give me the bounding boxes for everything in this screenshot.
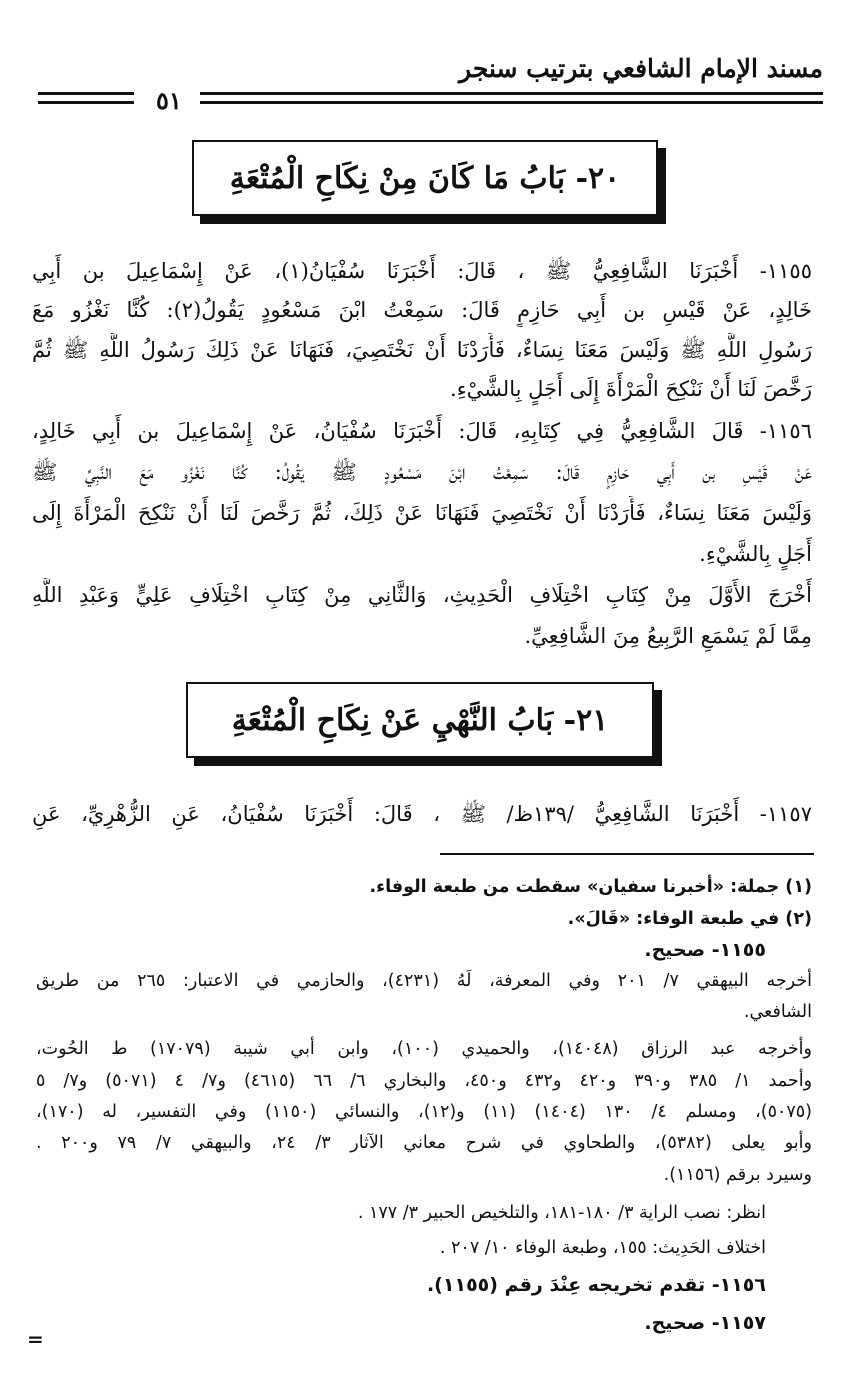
page-header xyxy=(28,54,823,115)
text-line: عَنْ قَيْسِ بن أَبِي حَازِمٍ قَالَ: سَمِعْتُ ابْنَ مَسْعُودٍ ﷺ يَقُولُ: كُنَّا نَغْزُو مَعَ النَّبِيِّ ﷺ xyxy=(32,460,812,484)
text-line: خَالِدٍ، عَنْ قَيْسِ بن أَبِي حَازِمٍ قَالَ: سَمِعْتُ ابْنَ مَسْعُودٍ يَقُولُ(٢): كُنَّا نَغْزُو مَعَ xyxy=(32,298,812,322)
footnote-line: (٢) في طبعة الوفاء: «قَالَ». xyxy=(567,909,812,929)
header-rule-left xyxy=(38,92,134,104)
footnote-line: ١١٥٦- تقدم تخريجه عِنْدَ رقم (١١٥٥). xyxy=(426,1274,766,1296)
footnote-line: أخرجه البيهقي ٧/ ٢٠١ وفي المعرفة، لَهُ (٤٢٣١)، والحازمي في الاعتبار: ٢٦٥ من طريق xyxy=(36,971,812,991)
margin-mark: = xyxy=(27,1327,44,1351)
text-line: ١١٥٦- قَالَ الشَّافِعِيُّ فِي كِتَابِهِ، قَالَ: أَخْبَرَنَا سُفْيَانُ، عَنْ إِسْمَاعِيلَ بن أَبِي خَالِدٍ، xyxy=(32,419,812,443)
footnote-line: الشافعي. xyxy=(743,1002,812,1022)
text-line: وَلَيْسَ مَعَنَا نِسَاءٌ، فَأَرَدْنَا أَنْ نَخْتَصِيَ فَنَهَانَا عَنْ ذَلِكَ، ثُمَّ رَخَّصَ لَنَا أَنْ نَنْكِحَ الْمَرْأَةَ إِلَى xyxy=(32,501,812,525)
footnote-line: وأبو يعلى (٥٣٨٢)، والطحاوي في شرح معاني الآثار ٣/ ٢٤، والبيهقي ٧/ ٧٩ و٢٠٠ . xyxy=(36,1133,812,1153)
footnote-line: ١١٥٥- صحيح. xyxy=(644,939,766,961)
chapter-title: ٢١- بَابُ النَّهْيِ عَنْ نِكَاحِ الْمُتْعَةِ xyxy=(231,702,609,738)
header-rule-right xyxy=(200,92,823,104)
chapter-title-box xyxy=(186,682,654,758)
footnote-line: (٥٠٧٥)، ومسلم ٤/ ١٣٠ (١٤٠٤) (١١) و(١٢)، والنسائي (١١٥٠) وفي التفسير، له (١٧٠)، xyxy=(36,1102,812,1122)
text-line: ١١٥٥- أَخْبَرَنَا الشَّافِعِيُّ ﷺ ، قَالَ: أَخْبَرَنَا سُفْيَانُ(١)، عَنْ إِسْمَاعِيلَ بن أَبِي xyxy=(32,259,812,283)
chapter-title: ٢٠- بَابُ مَا كَانَ مِنْ نِكَاحِ الْمُتْعَةِ xyxy=(229,160,621,196)
footnote-separator xyxy=(440,853,814,855)
footnote-line: انظر: نصب الراية ٣/ ١٨٠-١٨١، والتلخيص الحبير ٣/ ١٧٧ . xyxy=(357,1203,766,1223)
chapter-title-box xyxy=(192,140,658,216)
running-title: مسند الإمام الشافعي بترتيب سنجر xyxy=(459,54,823,83)
footnote-line: (١) جملة: «أخبرنا سفيان» سقطت من طبعة الوفاء. xyxy=(369,877,812,897)
text-line: رَسُولِ اللَّهِ ﷺ وَلَيْسَ مَعَنَا نِسَاءٌ، فَأَرَدْنَا أَنْ نَخْتَصِيَ، فَنَهَانَا عَنْ ذَلِكَ رَسُولُ اللَّهِ ﷺ ثُمَّ xyxy=(32,338,812,362)
text-line: رَخَّصَ لَنَا أَنْ نَنْكِحَ الْمَرْأَةَ إِلَى أَجَلٍ بِالشَّيْءِ. xyxy=(450,377,812,401)
text-line: أَخْرَجَ الأَوَّلَ مِنْ كِتَابِ اخْتِلَافِ الْحَدِيثِ، وَالثَّانِي مِنْ كِتَابِ اخْتِلَافِ عَلِيٍّ وَعَبْدِ اللَّهِ xyxy=(32,583,812,607)
footnote-line: اختلاف الحَدِيث: ١٥٥، وطبعة الوفاء ١٠/ ٢٠٧ . xyxy=(439,1238,766,1258)
text-line: مِمَّا لَمْ يَسْمَعِ الرَّبِيعُ مِنَ الشَّافِعِيِّ. xyxy=(524,624,812,648)
page-number: ٥١ xyxy=(156,86,182,115)
text-line: ١١٥٧- أَخْبَرَنَا الشَّافِعِيُّ /١٣٩ظ/ ﷺ ، قَالَ: أَخْبَرَنَا سُفْيَانُ، عَنِ الزُّهْرِيِّ، عَنِ xyxy=(32,802,812,826)
footnote-line: وسيرد برقم (١١٥٦). xyxy=(663,1165,812,1185)
footnote-line: ١١٥٧- صحيح. xyxy=(644,1312,766,1334)
footnote-line: وأخرجه عبد الرزاق (١٤٠٤٨)، والحميدي (١٠٠)، وابن أبي شيبة (١٧٠٧٩) ط الحُوت، xyxy=(36,1039,812,1059)
text-line: أَجَلٍ بِالشَّيْءِ. xyxy=(699,542,812,566)
footnote-line: وأحمد ١/ ٣٨٥ و٣٩٠ و٤٢٠ و٤٣٢ و٤٥٠، والبخاري ٦/ ٦٦ (٤٦١٥) و٧/ ٤ (٥٠٧١) و٧/ ٥ xyxy=(36,1071,812,1091)
